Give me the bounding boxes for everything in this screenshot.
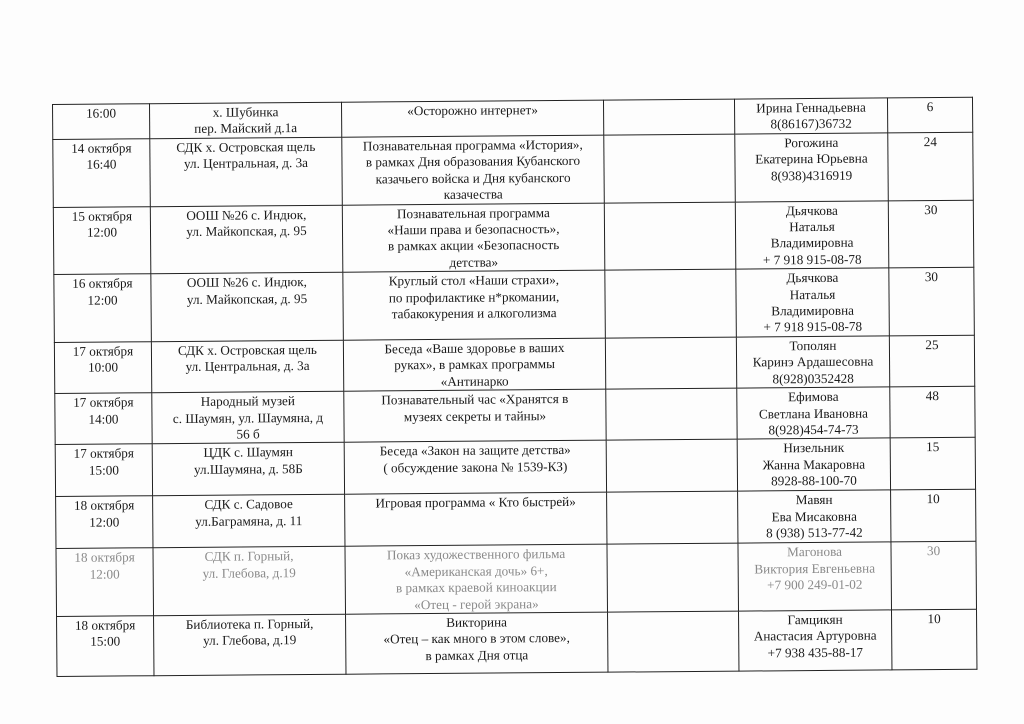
date-cell bbox=[57, 616, 154, 677]
count-cell bbox=[888, 132, 974, 200]
extra-cell bbox=[605, 269, 737, 338]
contact-line: Гамцикян bbox=[787, 611, 843, 628]
event-line: в рамках краевой киноакции bbox=[395, 579, 557, 596]
date-line: 18 октября bbox=[74, 617, 136, 633]
count-cell bbox=[891, 490, 976, 543]
extra-value bbox=[608, 271, 732, 272]
contact-line: Тополян bbox=[789, 337, 837, 354]
event-line: Викторина bbox=[446, 614, 508, 630]
count-value: 10 bbox=[926, 491, 940, 507]
event-line: ( обсуждение закона № 1539-КЗ) bbox=[383, 458, 568, 476]
events-table-body bbox=[53, 97, 977, 676]
date-line: 14 октября bbox=[71, 140, 132, 156]
contact-line: Жанна Макаровна bbox=[762, 456, 866, 473]
contact-line: 8(928)0352428 bbox=[772, 370, 854, 387]
extra-value bbox=[609, 339, 733, 340]
count-value: 6 bbox=[926, 99, 934, 115]
event-line: «Антинарко bbox=[440, 373, 509, 389]
contact-cell bbox=[735, 133, 889, 202]
contact-cell bbox=[737, 387, 890, 439]
contact-line: Анастасия Артуровна bbox=[753, 627, 877, 644]
event-line: по профилактике н*ркомании, bbox=[388, 288, 560, 306]
contact-line: Ефимова bbox=[787, 388, 839, 405]
date-cell bbox=[54, 342, 151, 394]
place-line: ул. Майкопская, д. 95 bbox=[186, 223, 307, 239]
events-table bbox=[52, 97, 977, 677]
event-line: руках», в рамках программы bbox=[394, 356, 556, 373]
contact-cell bbox=[735, 201, 889, 270]
event-line: «Наши права и безопасность», bbox=[387, 221, 560, 238]
extra-cell bbox=[607, 543, 739, 612]
event-cell bbox=[341, 100, 603, 137]
event-line: «Американская дочь» 6+, bbox=[404, 562, 548, 579]
date-cell bbox=[53, 206, 151, 274]
date-line: 17 октября bbox=[73, 394, 134, 410]
contact-line: Ирина Геннадьевна bbox=[756, 99, 866, 116]
contact-line: Каринэ Ардашесовна bbox=[752, 353, 874, 370]
count-cell bbox=[887, 97, 972, 133]
date-cell bbox=[55, 444, 152, 497]
contact-line: +7 938 435-88-17 bbox=[767, 644, 864, 661]
event-cell bbox=[344, 389, 606, 442]
count-value: 25 bbox=[925, 336, 939, 353]
event-line: детства» bbox=[449, 254, 499, 270]
contact-line: Ева Мисаковна bbox=[771, 508, 858, 525]
count-cell bbox=[890, 386, 975, 438]
contact-line: Наталья bbox=[789, 286, 836, 302]
event-cell bbox=[342, 203, 605, 273]
date-line: 17 октября bbox=[72, 343, 134, 359]
count-value: 24 bbox=[923, 134, 937, 150]
event-line: Беседа «Ваше здоровье в ваших bbox=[384, 339, 565, 357]
date-line: 15 октября bbox=[71, 207, 133, 224]
contact-line: 8(86167)36732 bbox=[770, 116, 852, 132]
place-line: с. Шаумян, ул. Шаумяна, д bbox=[172, 409, 324, 426]
extra-cell bbox=[606, 439, 737, 492]
event-line: Беседа «Закон на защите детства» bbox=[379, 442, 571, 459]
place-line: ул. Центральная, д. 3а bbox=[185, 358, 310, 375]
count-value: 48 bbox=[925, 388, 939, 404]
table-row bbox=[55, 386, 975, 444]
event-line: в рамках Дня образования Кубанского bbox=[365, 153, 581, 170]
place-line: ул. Майкопская, д. 95 bbox=[186, 290, 308, 307]
event-cell bbox=[345, 544, 608, 614]
date-line: 12:00 bbox=[89, 566, 120, 582]
place-cell bbox=[150, 205, 343, 274]
extra-value bbox=[609, 390, 733, 391]
contact-line: Владимировна bbox=[770, 235, 854, 251]
event-cell bbox=[346, 612, 608, 674]
date-line: 15:00 bbox=[90, 633, 121, 650]
date-line: 12:00 bbox=[87, 292, 118, 308]
date-line: 16:40 bbox=[86, 156, 117, 173]
place-cell bbox=[150, 137, 343, 206]
place-cell bbox=[152, 391, 344, 444]
date-cell bbox=[54, 274, 152, 342]
place-line: ул. Глебова, д.19 bbox=[202, 564, 296, 581]
table-row bbox=[54, 335, 974, 393]
event-cell bbox=[343, 338, 605, 391]
event-cell bbox=[344, 440, 606, 494]
contact-line: 8 (938) 513-77-42 bbox=[765, 524, 863, 541]
event-line: Познавательная программа bbox=[396, 204, 550, 221]
contact-line: 8928-88-100-70 bbox=[771, 472, 857, 489]
count-cell bbox=[891, 609, 976, 670]
event-cell bbox=[343, 270, 606, 340]
date-cell bbox=[56, 496, 153, 549]
date-line: 18 октября bbox=[74, 549, 135, 566]
date-cell bbox=[56, 548, 154, 616]
date-cell bbox=[53, 104, 150, 140]
contact-line: Владимировна bbox=[771, 302, 855, 319]
place-line: Библиотека п. Горный, bbox=[185, 615, 314, 632]
date-line: 12:00 bbox=[86, 224, 118, 240]
table-row bbox=[56, 490, 976, 549]
count-cell bbox=[890, 438, 975, 491]
date-line: 16 октября bbox=[72, 275, 133, 292]
extra-cell bbox=[608, 611, 739, 672]
place-line: СДК х. Островская щель bbox=[177, 341, 317, 358]
count-value: 30 bbox=[924, 201, 938, 217]
event-line: казачества bbox=[443, 186, 503, 203]
place-cell bbox=[154, 614, 346, 676]
extra-value bbox=[610, 545, 734, 546]
event-cell bbox=[345, 492, 607, 546]
event-line: Круглый стол «Наши страхи», bbox=[388, 272, 560, 289]
date-line: 15:00 bbox=[88, 462, 119, 478]
date-line: 18 октября bbox=[73, 497, 135, 514]
place-line: ул. Глебова, д.19 bbox=[203, 632, 297, 649]
extra-cell bbox=[603, 99, 734, 135]
contact-line: Виктория Евгеньевна bbox=[754, 560, 876, 577]
contact-cell bbox=[738, 490, 891, 543]
contact-line: + 7 918 915-08-78 bbox=[762, 251, 862, 268]
count-cell bbox=[888, 200, 974, 268]
contact-cell bbox=[738, 542, 892, 611]
place-line: ул.Шаумяна, д. 58Б bbox=[193, 460, 303, 477]
extra-value bbox=[611, 613, 735, 614]
place-line: х. Шубинка bbox=[212, 104, 279, 120]
contact-cell bbox=[737, 438, 890, 491]
table-row bbox=[53, 200, 974, 275]
extra-cell bbox=[604, 134, 736, 203]
table-row bbox=[56, 542, 977, 617]
place-line: ООШ №26 с. Индюк, bbox=[186, 206, 307, 223]
event-cell bbox=[342, 135, 605, 205]
event-line: в рамках акции «Безопасность bbox=[387, 237, 560, 254]
date-line: 12:00 bbox=[89, 514, 120, 530]
contact-cell bbox=[734, 98, 887, 134]
contact-line: Магонова bbox=[787, 544, 843, 560]
count-value: 15 bbox=[926, 439, 940, 455]
place-line: пер. Майский д.1а bbox=[194, 120, 298, 137]
table-row bbox=[53, 132, 974, 207]
extra-cell bbox=[606, 388, 737, 440]
date-line: 10:00 bbox=[87, 359, 119, 376]
place-cell bbox=[151, 272, 344, 341]
count-value: 10 bbox=[927, 610, 941, 627]
event-line: Показ художественного фильма bbox=[386, 546, 566, 563]
place-line: ул. Центральная, д. 3а bbox=[183, 155, 309, 172]
place-cell bbox=[151, 340, 343, 393]
count-value: 30 bbox=[924, 269, 939, 285]
event-line: «Осторожно интернет» bbox=[407, 102, 538, 119]
contact-line: Мавян bbox=[795, 492, 833, 508]
contact-line: Дьячкова bbox=[785, 202, 838, 218]
extra-cell bbox=[604, 202, 736, 271]
count-cell bbox=[889, 335, 974, 387]
place-line: Народный музей bbox=[200, 393, 296, 409]
table-row bbox=[55, 438, 975, 497]
count-cell bbox=[891, 542, 977, 610]
table-row bbox=[57, 609, 977, 676]
event-line: музеях секреты и тайны» bbox=[403, 407, 547, 424]
extra-cell bbox=[607, 491, 738, 544]
date-line: 17 октября bbox=[73, 445, 134, 462]
contact-line: Наталья bbox=[789, 218, 835, 235]
place-cell bbox=[153, 547, 346, 616]
place-line: ООШ №26 с. Индюк, bbox=[186, 274, 307, 291]
contact-line: Дьячкова bbox=[786, 270, 839, 286]
date-line: 14:00 bbox=[88, 410, 119, 427]
contact-line: Светлана Ивановна bbox=[758, 405, 869, 421]
extra-value bbox=[607, 136, 731, 137]
contact-line: Екатерина Юрьевна bbox=[755, 151, 868, 167]
place-cell bbox=[150, 102, 342, 139]
event-line: Игровая программа « Кто быстрей» bbox=[375, 494, 576, 511]
contact-cell bbox=[736, 336, 889, 388]
extra-value bbox=[610, 493, 734, 494]
place-cell bbox=[153, 495, 345, 549]
date-cell bbox=[53, 139, 151, 207]
extra-value bbox=[607, 101, 731, 102]
table-row bbox=[54, 268, 975, 343]
count-value: 30 bbox=[926, 543, 941, 559]
place-line: СДК с. Садовое bbox=[204, 496, 293, 513]
contact-line: +7 900 249-01-02 bbox=[767, 576, 863, 593]
contact-line: Низельник bbox=[783, 440, 845, 456]
extra-value bbox=[608, 203, 732, 204]
place-line: ул.Баграмяна, д. 11 bbox=[195, 512, 303, 529]
extra-value bbox=[610, 441, 734, 442]
event-line: в рамках Дня отца bbox=[425, 647, 529, 663]
place-line: 56 б bbox=[236, 426, 260, 442]
date-cell bbox=[55, 393, 152, 445]
event-line: Познавательная программа «История», bbox=[362, 136, 583, 154]
date-line: 16:00 bbox=[85, 105, 117, 121]
contact-line: Рогожина bbox=[784, 134, 839, 151]
contact-line: + 7 918 915-08-78 bbox=[763, 319, 863, 335]
place-line: ЦДК с. Шаумян bbox=[203, 444, 294, 461]
contact-line: 8(928)454-74-73 bbox=[768, 421, 859, 438]
contact-cell bbox=[739, 610, 892, 671]
extra-cell bbox=[605, 337, 736, 389]
event-line: казачьего войска и Дня кубанского bbox=[375, 169, 571, 187]
event-line: табакокурения и алкоголизма bbox=[391, 305, 557, 322]
place-line: СДК п. Горный, bbox=[204, 548, 294, 565]
place-line: СДК х. Островская щель bbox=[176, 138, 316, 156]
place-cell bbox=[152, 443, 344, 497]
event-line: «Отец – как много в этом слове», bbox=[383, 630, 570, 647]
count-cell bbox=[889, 268, 975, 336]
contact-cell bbox=[736, 268, 890, 337]
event-line: «Отец - герой экрана» bbox=[414, 595, 539, 612]
contact-line: 8(938)4316919 bbox=[770, 167, 853, 184]
event-line: Познавательный час «Хранятся в bbox=[381, 391, 569, 408]
